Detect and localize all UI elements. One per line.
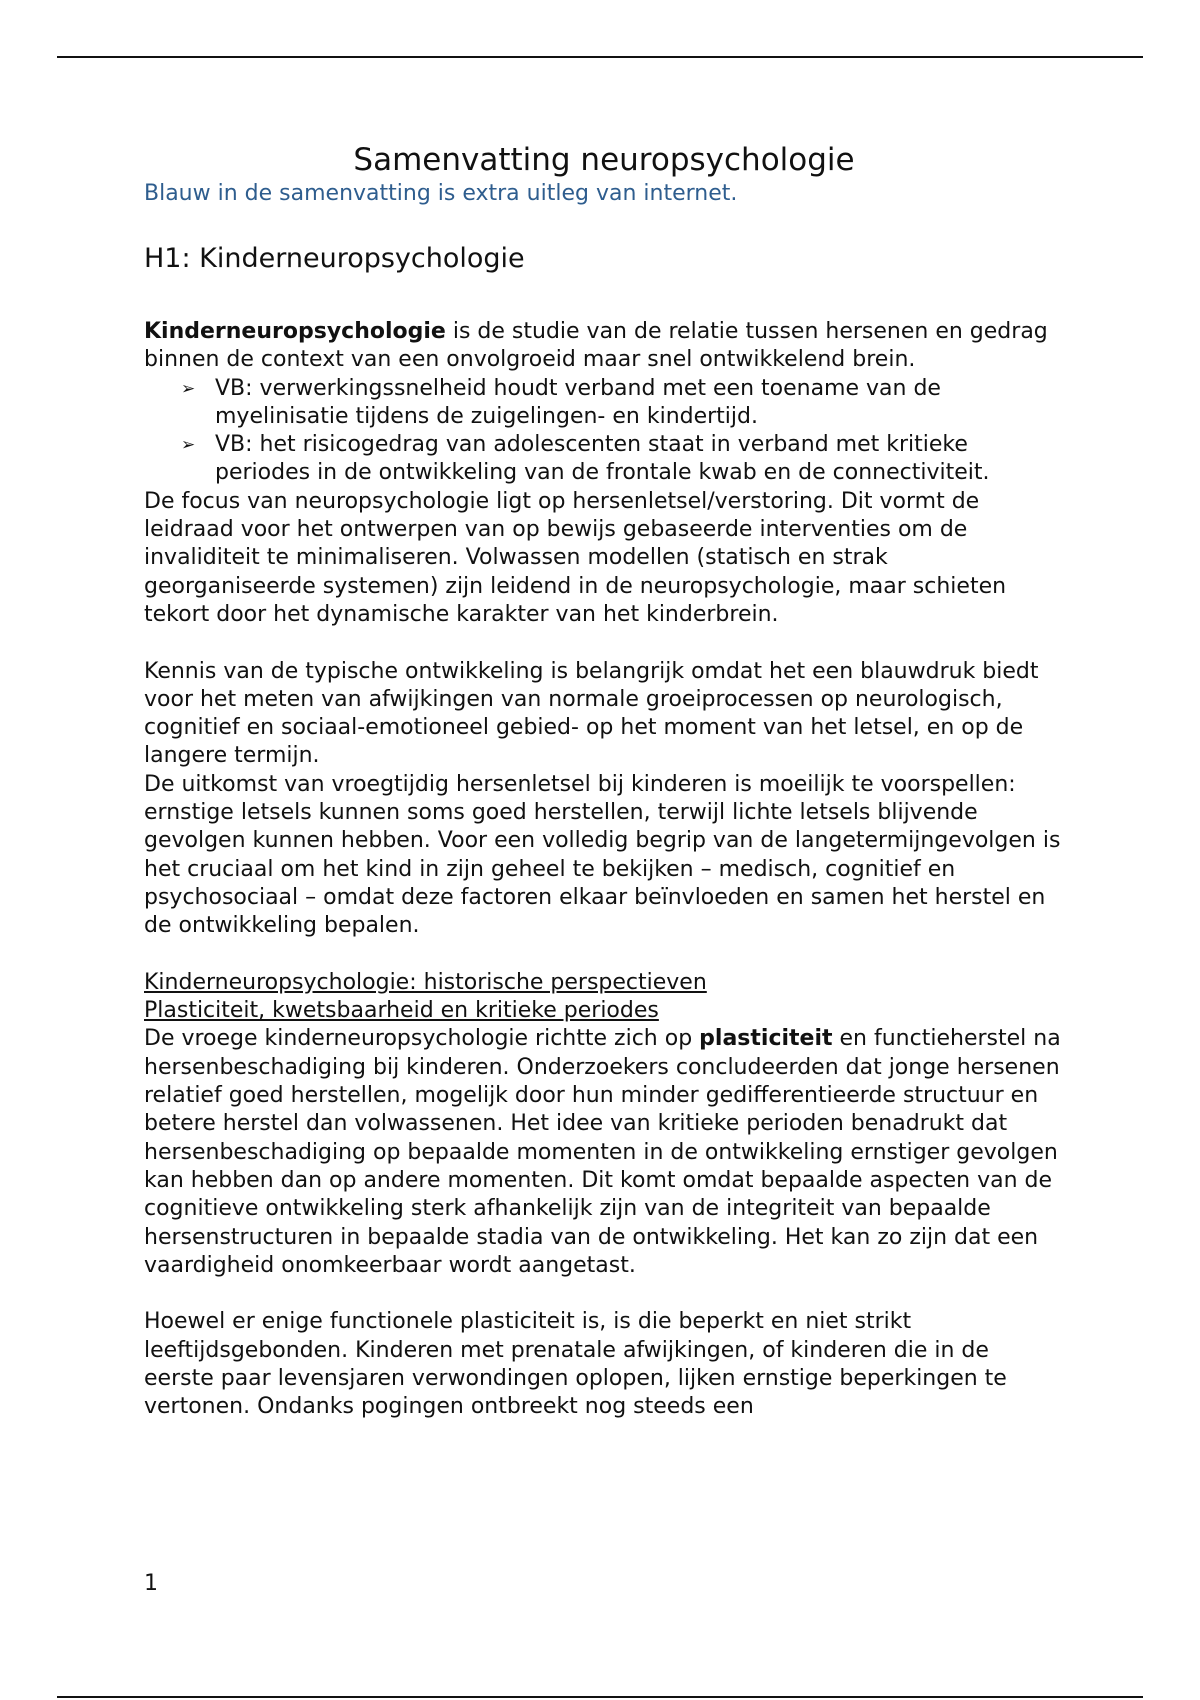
blue-note: Blauw in de samenvatting is extra uitleg van internet. [144,181,738,206]
footer-rule [57,1696,1143,1698]
header-rule [57,56,1143,58]
intro-term: Kinderneuropsychologie [144,319,446,344]
example-list [144,375,1064,488]
subheading-plasticiteit: Plasticiteit, kwetsbaarheid en kritieke periodes [144,998,659,1024]
hoewel-paragraph: Hoewel er enige functionele plasticiteit is, is die beperkt en niet strikt leeftijdsgebonden. Kinderen met prenatale afwijkingen, of kinderen die in de eerste paar levensjaren verwondingen oplopen, lijken ernstige beperkingen te vertonen. Ondanks pogingen ontbreekt nog steeds een [144,1309,1007,1420]
intro-paragraph [144,318,1064,375]
vroege-text-rest: en functieherstel na hersenbeschadiging bij kinderen. Onderzoekers concludeerden dat jonge hersenen relatief goed herstellen, mogelijk door hun minder gedifferentieerde structuur en betere herstel dan volwassenen. Het idee van kritieke perioden benadrukt dat hersenbeschadiging op bepaalde momenten in de ontwikkeling ernstiger gevolgen kan hebben dan op andere momenten. Dit komt omdat bepaalde aspecten van de cognitieve ontwikkeling sterk afhankelijk zijn van de integriteit van bepaalde hersenstructuren in bepaalde stadia van de ontwikkeling. Het kan zo zijn dat een vaardigheid onomkeerbaar wordt aangetast. [144,1026,1061,1278]
document-page [144,140,1064,1422]
page-number: 1 [144,1571,158,1596]
uitkomst-paragraph: De uitkomst van vroegtijdig hersenletsel bij kinderen is moeilijk te voorspellen: ernstige letsels kunnen soms goed herstellen, terwijl lichte letsels blijvende gevolgen kunnen hebben. Voor een volledig begrip van de langetermijngevolgen is het cruciaal om het kind in zijn geheel te bekijken – medisch, cognitief en psychosociaal – omdat deze factoren elkaar beïnvloeden en samen het herstel en de ontwikkeling bepalen. [144,771,1061,939]
vroege-text-start: De vroege kinderneuropsychologie richtte zich op [144,1026,700,1052]
vroege-paragraph [144,1025,1064,1280]
list-item [181,431,1064,488]
arrow-bullet-icon: ➢ [181,378,196,399]
document-title: Samenvatting neuropsychologie [353,142,855,178]
arrow-bullet-icon: ➢ [181,435,196,456]
kennis-paragraph: Kennis van de typische ontwikkeling is belangrijk omdat het een blauwdruk biedt voor het meten van afwijkingen van normale groeiprocessen op neurologisch, cognitief en sociaal-emotioneel gebied- op het moment van het letsel, en op de langere termijn. [144,658,1039,769]
subheading-historisch: Kinderneuropsychologie: historische perspectieven [144,969,707,995]
list-item-text: VB: het risicogedrag van adolescenten staat in verband met kritieke periodes in de ontwikkeling van de frontale kwab en de connectiviteit. [215,432,990,486]
chapter-heading: H1: Kinderneuropsychologie [144,243,525,274]
list-item-text: VB: verwerkingssnelheid houdt verband met een toename van de myelinisatie tijdens de zuigelingen- en kindertijd. [215,375,941,429]
vroege-term: plasticiteit [699,1026,833,1052]
focus-paragraph: De focus van neuropsychologie ligt op hersenletsel/verstoring. Dit vormt de leidraad voor het ontwerpen van op bewijs gebaseerde interventies om de invaliditeit te minimaliseren. Volwassen modellen (statisch en strak georganiseerde systemen) zijn leidend in de neuropsychologie, maar schieten tekort door het dynamische karakter van het kinderbrein. [144,488,1007,627]
list-item [181,375,1064,432]
intro-text: is de studie van de relatie tussen hersenen en gedrag binnen de context van een onvolgroeid maar snel ontwikkelend brein. [144,319,1048,373]
